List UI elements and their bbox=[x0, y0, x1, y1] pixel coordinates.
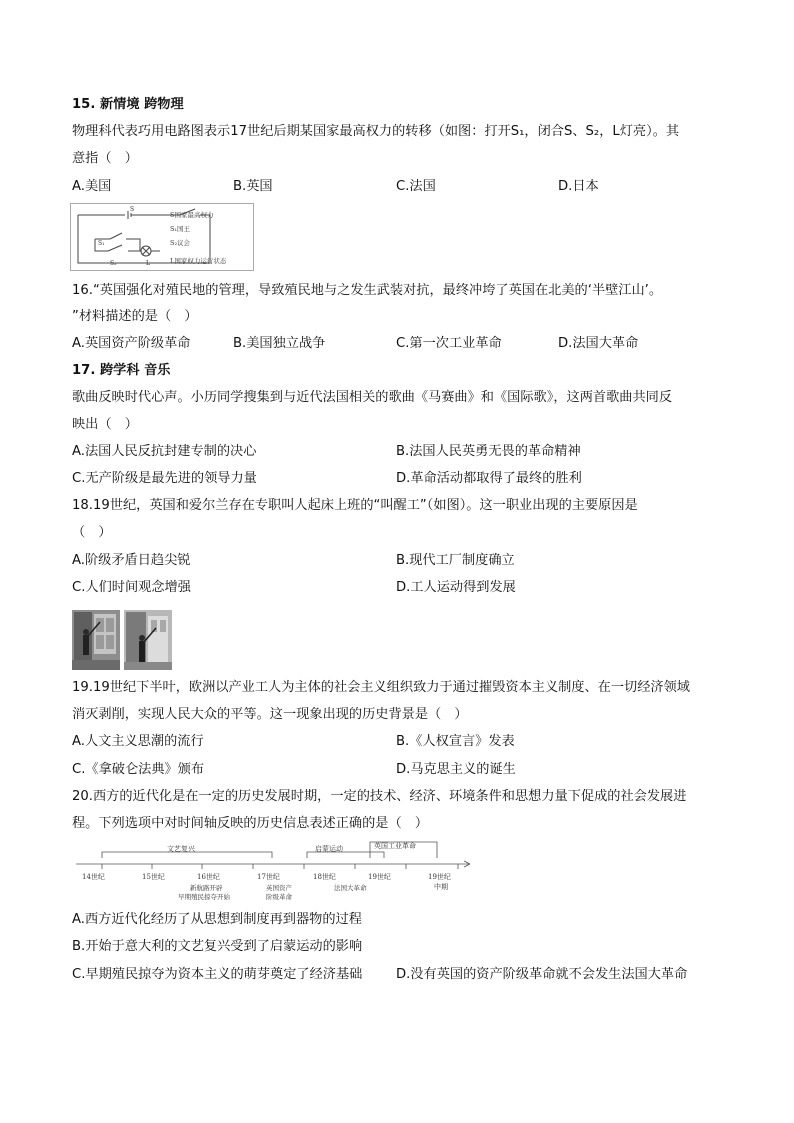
tick-16c: 16世纪 bbox=[197, 873, 220, 881]
timeline-figure bbox=[72, 838, 482, 904]
circuit-legend-3: S₂议会 bbox=[170, 239, 191, 247]
q20-option-b: B.开始于意大利的文艺复兴受到了启蒙运动的影响 bbox=[72, 939, 363, 954]
q18-option-b: B.现代工厂制度确立 bbox=[396, 553, 515, 568]
q17-stem-line2: 映出（ ） bbox=[72, 417, 138, 432]
circuit-label-l: L bbox=[146, 260, 150, 267]
q20-option-a: A.西方近代化经历了从思想到制度再到器物的过程 bbox=[72, 912, 362, 927]
q15-stem-line2: 意指（ ） bbox=[72, 151, 138, 166]
q17-option-a: A.法国人民反抗封建专制的决心 bbox=[72, 444, 257, 459]
q17-title: 17. 跨学科 音乐 bbox=[72, 363, 171, 378]
tick-19c: 19世纪 bbox=[368, 873, 391, 881]
tick-15c: 15世纪 bbox=[142, 873, 165, 881]
period-industrial-revolution: 英国工业革命 bbox=[374, 842, 416, 850]
q16-option-b: B.美国独立战争 bbox=[233, 336, 326, 351]
tick-19c-mid-sub: 中期 bbox=[434, 883, 448, 891]
event-colonial-plunder: 早期殖民掠夺开始 bbox=[178, 893, 230, 901]
q19-option-d: D.马克思主义的诞生 bbox=[396, 762, 516, 777]
event-english-revolution-1: 英国资产 bbox=[266, 884, 292, 892]
knocker-up-photos bbox=[72, 610, 172, 670]
q17-stem-line1: 歌曲反映时代心声。小历同学搜集到与近代法国相关的歌曲《马赛曲》和《国际歌》，这两首歌曲共同反 bbox=[72, 390, 673, 405]
q16-stem-line2: ”材料描述的是（ ） bbox=[72, 309, 198, 324]
q16-stem-line1: 16.“英国强化对殖民地的管理，导致殖民地与之发生武装对抗，最终冲垮了英国在北美的‘半壁江山’。 bbox=[72, 283, 663, 298]
event-french-revolution: 法国大革命 bbox=[334, 884, 367, 892]
q15-stem-line1: 物理科代表巧用电路图表示17世纪后期某国家最高权力的转移（如图：打开S₁，闭合S、S₂，L灯亮）。其 bbox=[72, 124, 680, 139]
q15-option-c: C.法国 bbox=[396, 179, 436, 194]
q16-option-a: A.英国资产阶级革命 bbox=[72, 336, 191, 351]
q15-title: 15. 新情境 跨物理 bbox=[72, 97, 184, 112]
q20-option-d: D.没有英国的资产阶级革命就不会发生法国大革命 bbox=[396, 967, 688, 982]
circuit-legend-4: L国家权力运行状态 bbox=[170, 257, 227, 265]
circuit-label-s1: S₁ bbox=[98, 240, 105, 247]
circuit-label-s: S bbox=[130, 206, 135, 213]
q19-option-a: A.人文主义思潮的流行 bbox=[72, 734, 204, 749]
q19-option-c: C.《拿破仑法典》颁布 bbox=[72, 762, 205, 777]
tick-17c: 17世纪 bbox=[257, 873, 280, 881]
period-renaissance: 文艺复兴 bbox=[167, 845, 195, 853]
circuit-legend-1: S国家最高权力 bbox=[170, 211, 214, 219]
q16-option-d: D.法国大革命 bbox=[558, 336, 639, 351]
knocker-up-photo-right bbox=[124, 610, 172, 670]
q17-option-d: D.革命活动都取得了最终的胜利 bbox=[396, 471, 582, 486]
circuit-legend-2: S₁国王 bbox=[170, 225, 191, 233]
q17-option-b: B.法国人民英勇无畏的革命精神 bbox=[396, 444, 581, 459]
q19-stem-line2: 消灭剥削，实现人民大众的平等。这一现象出现的历史背景是（ ） bbox=[72, 707, 468, 722]
q20-stem-line1: 20.西方的近代化是在一定的历史发展时期，一定的技术、经济、环境条件和思想力量下促成的社会发展进 bbox=[72, 789, 687, 804]
q18-option-c: C.人们时间观念增强 bbox=[72, 580, 191, 595]
q17-option-c: C.无产阶级是最先进的领导力量 bbox=[72, 471, 257, 486]
q19-option-b: B.《人权宣言》发表 bbox=[396, 734, 515, 749]
period-enlightenment: 启蒙运动 bbox=[315, 845, 343, 853]
q15-option-d: D.日本 bbox=[558, 179, 599, 194]
event-english-revolution-2: 阶级革命 bbox=[266, 893, 292, 901]
q18-stem-line1: 18.19世纪，英国和爱尔兰存在专职叫人起床上班的“叫醒工”（如图）。这一职业出现的主要原因是 bbox=[72, 498, 638, 513]
q15-option-a: A.美国 bbox=[72, 179, 112, 194]
tick-19c-mid: 19世纪 bbox=[428, 873, 451, 881]
circuit-label-s2: S₂ bbox=[110, 260, 117, 267]
q16-option-c: C.第一次工业革命 bbox=[396, 336, 502, 351]
knocker-up-photo-left bbox=[72, 610, 120, 670]
q15-option-b: B.英国 bbox=[233, 179, 273, 194]
q18-option-a: A.阶级矛盾日趋尖锐 bbox=[72, 553, 191, 568]
circuit-diagram bbox=[70, 203, 254, 271]
tick-18c: 18世纪 bbox=[313, 873, 336, 881]
q20-stem-line2: 程。下列选项中对时间轴反映的历史信息表述正确的是（ ） bbox=[72, 816, 429, 831]
event-new-routes: 新航路开辟 bbox=[190, 884, 223, 892]
q18-stem-line2: （ ） bbox=[72, 525, 112, 540]
q19-stem-line1: 19.19世纪下半叶，欧洲以产业工人为主体的社会主义组织致力于通过摧毁资本主义制度、在一切经济领域 bbox=[72, 680, 690, 695]
tick-14c: 14世纪 bbox=[82, 873, 105, 881]
q18-option-d: D.工人运动得到发展 bbox=[396, 580, 516, 595]
q20-option-c: C.早期殖民掠夺为资本主义的萌芽奠定了经济基础 bbox=[72, 967, 363, 982]
